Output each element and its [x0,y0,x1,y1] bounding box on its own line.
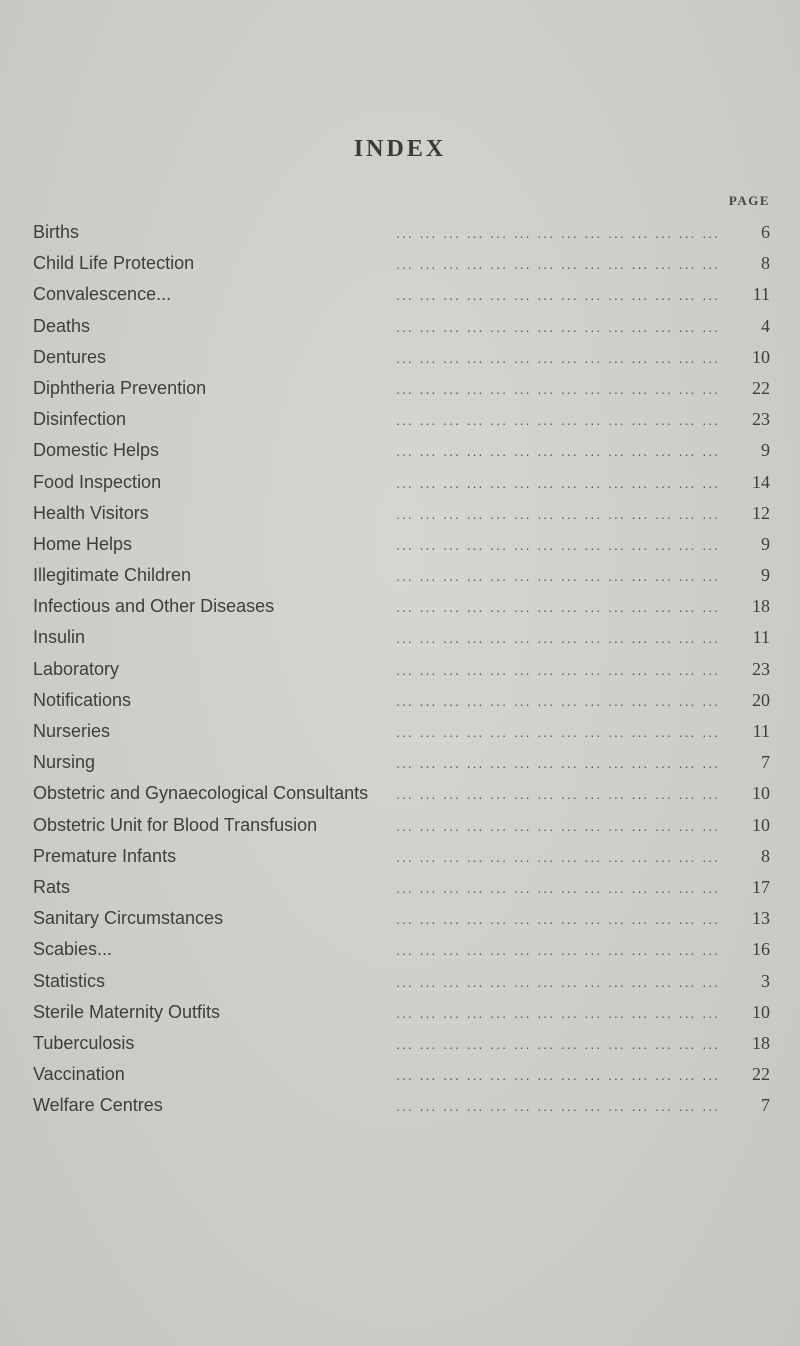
leader-dots: ... ... ... ... ... ... ... ... ... ... ... ... ... ... [396,256,720,273]
entry-page-number: 14 [752,471,770,492]
leader-dots: ... ... ... ... ... ... ... ... ... ... ... ... ... ... [396,380,720,397]
entry-label: Sanitary Circumstances [33,908,224,929]
entry-label: Statistics [33,970,106,991]
entry-page-number: 10 [752,783,770,804]
page-column-header: PAGE [728,193,770,208]
leader-dots: ... ... ... ... ... ... ... ... ... ... ... ... ... ... [396,661,720,678]
entry-label: Food Inspection [33,471,162,492]
entry-label: Scabies... [33,939,113,960]
leader-dots: ... ... ... ... ... ... ... ... ... ... ... ... ... ... [396,349,720,366]
leader-dots: ... ... ... ... ... ... ... ... ... ... ... ... ... ... [396,412,720,429]
entry-label: Child Life Protection [33,253,195,274]
leader-dots: ... ... ... ... ... ... ... ... ... ... ... ... ... ... [396,630,720,647]
leader-dots: ... ... ... ... ... ... ... ... ... ... ... ... ... ... [396,848,720,865]
entry-page-number: 8 [761,253,770,274]
entry-page-number: 22 [752,377,770,398]
index-entry [33,378,770,409]
entry-page-number: 10 [752,346,770,367]
entry-page-number: 4 [761,315,770,336]
index-entry [33,1064,770,1095]
leader-dots: ... ... ... ... ... ... ... ... ... ... ... ... ... ... [396,599,720,616]
entry-page-number: 20 [752,689,770,710]
entry-page-number: 3 [761,970,770,991]
index-entry [33,939,770,970]
entry-page-number: 7 [761,752,770,773]
entry-page-number: 11 [752,721,770,741]
entry-label: Obstetric and Gynaecological Consultants [33,783,369,804]
index-entry [33,565,770,596]
entry-label: Vaccination [33,1064,125,1085]
entry-page-number: 9 [761,440,770,461]
leader-dots: ... ... ... ... ... ... ... ... ... ... ... ... ... ... [396,942,720,959]
index-entry [33,690,770,721]
entry-page-number: 17 [752,876,770,897]
index-entry [33,971,770,1002]
leader-dots: ... ... ... ... ... ... ... ... ... ... ... ... ... ... [396,287,720,304]
entry-page-number: 6 [761,222,770,242]
entry-page-number: 23 [752,658,770,679]
entry-label: Welfare Centres [33,1095,163,1116]
index-entry [33,1002,770,1033]
entry-label: Nurseries [33,721,111,741]
entry-label: Illegitimate Children [33,565,192,586]
page-title: INDEX [353,136,447,162]
entry-label: Laboratory [33,658,120,679]
index-entry [33,316,770,347]
index-entry [33,284,770,315]
index-entry [33,222,770,253]
leader-dots: ... ... ... ... ... ... ... ... ... ... ... ... ... ... [396,724,720,740]
entry-label: Nursing [33,752,96,773]
entry-label: Premature Infants [33,845,177,866]
entry-page-number: 22 [752,1064,770,1085]
index-entry [33,253,770,284]
leader-dots: ... ... ... ... ... ... ... ... ... ... ... ... ... ... [396,1035,720,1052]
index-entry [33,596,770,627]
leader-dots: ... ... ... ... ... ... ... ... ... ... ... ... ... ... [396,225,720,241]
index-entry [33,908,770,939]
index-entry [33,534,770,565]
entry-label: Notifications [33,689,132,710]
entry-page-number: 18 [752,1032,770,1053]
entry-label: Health Visitors [33,502,149,523]
entry-page-number: 13 [752,908,770,929]
entry-label: Tuberculosis [33,1032,135,1053]
leader-dots: ... ... ... ... ... ... ... ... ... ... ... ... ... ... [396,318,720,335]
index-entry [33,815,770,846]
leader-dots: ... ... ... ... ... ... ... ... ... ... ... ... ... ... [396,1004,720,1021]
entry-label: Home Helps [33,533,133,554]
entry-label: Obstetric Unit for Blood Transfusion [33,814,318,835]
index-entry [33,503,770,534]
leader-dots: ... ... ... ... ... ... ... ... ... ... ... ... ... ... [396,817,720,834]
index-entry [33,472,770,503]
entry-page-number: 9 [761,565,770,586]
leader-dots: ... ... ... ... ... ... ... ... ... ... ... ... ... ... [396,755,720,772]
entry-page-number: 9 [761,533,770,554]
entry-label: Diphtheria Prevention [33,377,207,398]
index-entry [33,783,770,814]
index-entry [33,409,770,440]
index-entry [33,659,770,690]
entry-page-number: 7 [761,1095,770,1116]
entry-label: Domestic Helps [33,440,160,461]
entry-label: Infectious and Other Diseases [33,596,275,617]
index-entry [33,877,770,908]
index-entry [33,846,770,877]
index-entry [33,440,770,471]
leader-dots: ... ... ... ... ... ... ... ... ... ... ... ... ... ... [396,474,720,491]
entry-page-number: 12 [752,502,770,523]
index-entry [33,1095,770,1126]
entry-page-number: 16 [752,939,770,960]
index-entry [33,752,770,783]
leader-dots: ... ... ... ... ... ... ... ... ... ... ... ... ... ... [396,568,720,585]
entry-page-number: 18 [752,596,770,617]
entry-label: Births [33,222,80,242]
index-list [33,222,770,1126]
entry-page-number: 8 [761,845,770,866]
index-entry [33,721,770,752]
leader-dots: ... ... ... ... ... ... ... ... ... ... ... ... ... ... [396,973,720,990]
leader-dots: ... ... ... ... ... ... ... ... ... ... ... ... ... ... [396,505,720,522]
leader-dots: ... ... ... ... ... ... ... ... ... ... ... ... ... ... [396,692,720,709]
leader-dots: ... ... ... ... ... ... ... ... ... ... ... ... ... ... [396,1098,720,1115]
index-entry [33,627,770,658]
entry-label: Sterile Maternity Outfits [33,1001,221,1022]
entry-label: Dentures [33,346,107,367]
index-entry [33,347,770,378]
entry-label: Rats [33,876,71,897]
leader-dots: ... ... ... ... ... ... ... ... ... ... ... ... ... ... [396,786,720,803]
leader-dots: ... ... ... ... ... ... ... ... ... ... ... ... ... ... [396,879,720,896]
entry-page-number: 11 [752,284,770,305]
entry-label: Disinfection [33,409,127,430]
leader-dots: ... ... ... ... ... ... ... ... ... ... ... ... ... ... [396,536,720,553]
entry-page-number: 10 [752,814,770,835]
leader-dots: ... ... ... ... ... ... ... ... ... ... ... ... ... ... [396,443,720,460]
entry-page-number: 23 [752,409,770,430]
entry-page-number: 10 [752,1001,770,1022]
leader-dots: ... ... ... ... ... ... ... ... ... ... ... ... ... ... [396,911,720,928]
entry-label: Insulin [33,627,86,648]
entry-page-number: 11 [752,627,770,648]
index-entry [33,1033,770,1064]
entry-label: Convalescence... [33,284,172,305]
entry-label: Deaths [33,315,91,336]
leader-dots: ... ... ... ... ... ... ... ... ... ... ... ... ... ... [396,1067,720,1084]
